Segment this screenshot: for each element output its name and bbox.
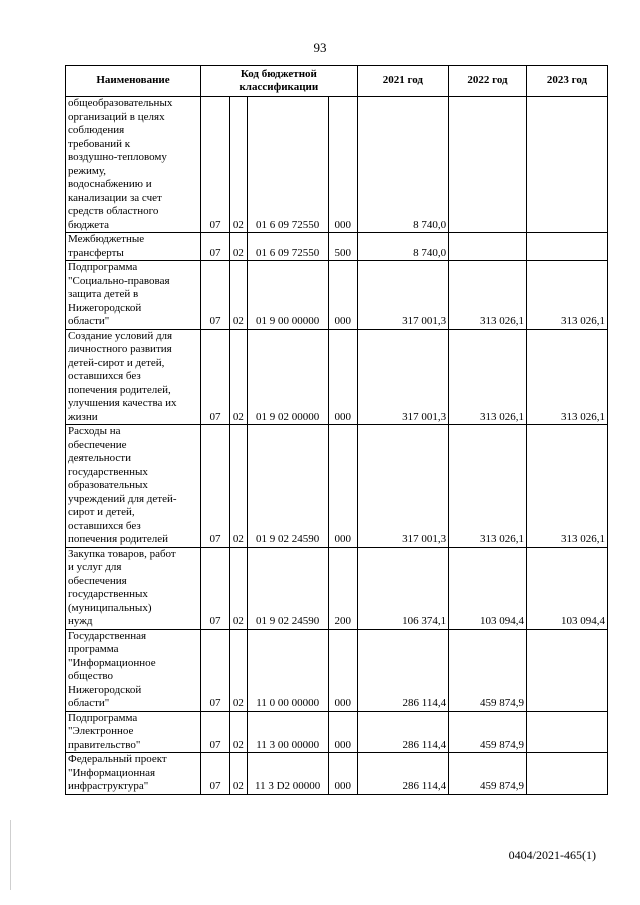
section-code-cell: 07 [200, 233, 229, 261]
amount-2022-cell: 459 874,9 [449, 711, 527, 753]
table-row [66, 753, 608, 795]
expense-type-cell: 500 [328, 233, 357, 261]
target-article-cell: 11 3 00 00000 [247, 711, 328, 753]
expense-type-cell: 000 [328, 97, 357, 233]
amount-2023-cell [526, 629, 607, 711]
expense-type-cell: 000 [328, 329, 357, 425]
expense-type-cell: 000 [328, 753, 357, 795]
header-row [66, 66, 608, 97]
amount-2021-cell: 286 114,4 [357, 753, 448, 795]
header-name: Наименование [66, 66, 201, 97]
amount-2021-cell: 8 740,0 [357, 233, 448, 261]
header-2021: 2021 год [357, 66, 448, 97]
table-row [66, 629, 608, 711]
section-code-cell: 07 [200, 753, 229, 795]
row-name-cell: Расходы на обеспечение деятельности государственных образовательных учреждений для детей- сирот и детей, оставшихся без попечения родителей [66, 425, 201, 548]
amount-2022-cell: 313 026,1 [449, 425, 527, 548]
target-article-cell: 11 0 00 00000 [247, 629, 328, 711]
row-name-cell: Государственная программа "Информационное общество Нижегородской области" [66, 629, 201, 711]
amount-2021-cell: 286 114,4 [357, 711, 448, 753]
subsection-code-cell: 02 [230, 97, 248, 233]
amount-2022-cell: 459 874,9 [449, 753, 527, 795]
amount-2021-cell: 8 740,0 [357, 97, 448, 233]
table-row [66, 425, 608, 548]
table-row [66, 261, 608, 330]
table-row [66, 97, 608, 233]
target-article-cell: 01 9 00 00000 [247, 261, 328, 330]
header-code: Код бюджетной классификации [200, 66, 357, 97]
subsection-code-cell: 02 [230, 261, 248, 330]
expense-type-cell: 000 [328, 711, 357, 753]
section-code-cell: 07 [200, 425, 229, 548]
amount-2021-cell: 317 001,3 [357, 261, 448, 330]
expense-type-cell: 000 [328, 261, 357, 330]
section-code-cell: 07 [200, 629, 229, 711]
section-code-cell: 07 [200, 97, 229, 233]
amount-2022-cell: 313 026,1 [449, 261, 527, 330]
target-article-cell: 11 3 D2 00000 [247, 753, 328, 795]
section-code-cell: 07 [200, 329, 229, 425]
expense-type-cell: 200 [328, 547, 357, 629]
budget-table [65, 65, 608, 795]
section-code-cell: 07 [200, 547, 229, 629]
subsection-code-cell: 02 [230, 753, 248, 795]
amount-2023-cell [526, 97, 607, 233]
subsection-code-cell: 02 [230, 629, 248, 711]
amount-2022-cell [449, 97, 527, 233]
amount-2023-cell: 313 026,1 [526, 425, 607, 548]
amount-2021-cell: 317 001,3 [357, 329, 448, 425]
row-name-cell: Межбюджетные трансферты [66, 233, 201, 261]
expense-type-cell: 000 [328, 629, 357, 711]
target-article-cell: 01 9 02 00000 [247, 329, 328, 425]
amount-2021-cell: 106 374,1 [357, 547, 448, 629]
section-code-cell: 07 [200, 711, 229, 753]
row-name-cell: Подпрограмма "Электронное правительство" [66, 711, 201, 753]
target-article-cell: 01 9 02 24590 [247, 547, 328, 629]
amount-2023-cell [526, 233, 607, 261]
target-article-cell: 01 6 09 72550 [247, 233, 328, 261]
subsection-code-cell: 02 [230, 547, 248, 629]
amount-2022-cell: 103 094,4 [449, 547, 527, 629]
row-name-cell: общеобразовательных организаций в целях соблюдения требований к воздушно-тепловому режиму, водоснабжению и канализации за счет средств областного бюджета [66, 97, 201, 233]
amount-2022-cell: 313 026,1 [449, 329, 527, 425]
margin-line [10, 820, 11, 890]
table-row [66, 233, 608, 261]
amount-2023-cell: 313 026,1 [526, 261, 607, 330]
amount-2021-cell: 286 114,4 [357, 629, 448, 711]
amount-2022-cell: 459 874,9 [449, 629, 527, 711]
row-name-cell: Закупка товаров, работ и услуг для обеспечения государственных (муниципальных) нужд [66, 547, 201, 629]
table-row [66, 711, 608, 753]
amount-2023-cell: 313 026,1 [526, 329, 607, 425]
amount-2023-cell [526, 753, 607, 795]
document-code: 0404/2021-465(1) [508, 848, 596, 862]
target-article-cell: 01 6 09 72550 [247, 97, 328, 233]
amount-2022-cell [449, 233, 527, 261]
amount-2021-cell: 317 001,3 [357, 425, 448, 548]
row-name-cell: Создание условий для личностного развития детей-сирот и детей, оставшихся без попечения родителей, улучшения качества их жизни [66, 329, 201, 425]
row-name-cell: Федеральный проект "Информационная инфраструктура" [66, 753, 201, 795]
section-code-cell: 07 [200, 261, 229, 330]
subsection-code-cell: 02 [230, 329, 248, 425]
amount-2023-cell: 103 094,4 [526, 547, 607, 629]
subsection-code-cell: 02 [230, 711, 248, 753]
amount-2023-cell [526, 711, 607, 753]
target-article-cell: 01 9 02 24590 [247, 425, 328, 548]
subsection-code-cell: 02 [230, 233, 248, 261]
table-row [66, 329, 608, 425]
header-2022: 2022 год [449, 66, 527, 97]
page-number: 93 [313, 40, 327, 55]
expense-type-cell: 000 [328, 425, 357, 548]
row-name-cell: Подпрограмма "Социально-правовая защита детей в Нижегородской области" [66, 261, 201, 330]
table-row [66, 547, 608, 629]
subsection-code-cell: 02 [230, 425, 248, 548]
header-2023: 2023 год [526, 66, 607, 97]
